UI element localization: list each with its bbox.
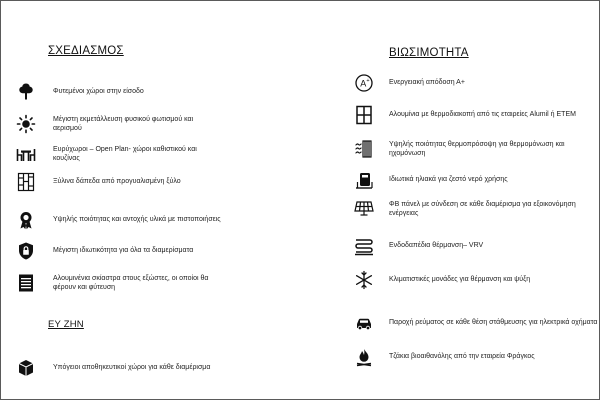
feature-row: [353, 198, 599, 220]
feature-row: [15, 143, 223, 165]
feature-row: [353, 104, 599, 126]
ev-car-icon: [353, 312, 375, 334]
feature-label: Ενδοδαπέδια θέρμανση– VRV: [389, 242, 484, 250]
window-icon: [353, 104, 375, 126]
feature-row: [15, 171, 223, 193]
living-heading: ΕΥ ΖΗΝ: [48, 319, 84, 330]
feature-label: Υψηλής ποιότητας και αντοχής υλικά με πιστοποιήσεις: [53, 216, 221, 224]
tree-icon: [15, 81, 37, 103]
feature-row: [15, 272, 223, 294]
feature-row: [353, 346, 599, 368]
feature-row: [15, 81, 223, 103]
feature-label: Ευρύχωροι – Open Plan- χώροι καθιστικού και κουζίνας: [53, 145, 197, 162]
feature-label: ΦΒ πάνελ με σύνδεση σε κάθε διαμέρισμα για εξοικονόμηση ενέργειας: [389, 200, 576, 217]
floor-heating-icon: [353, 235, 375, 257]
feature-row: [15, 240, 223, 262]
feature-label: Φυτεμένοι χώροι στην είσοδο: [53, 88, 144, 96]
energy-class-icon: [353, 72, 375, 94]
feature-label: Αλουμίνια με θερμοδιακοπή από τις εταιρείες Alumil ή ΕΤΕΜ: [389, 111, 576, 119]
feature-row: [15, 357, 223, 379]
svg-text:+: +: [366, 78, 370, 84]
svg-text:A: A: [360, 78, 367, 89]
insulation-icon: [353, 138, 375, 160]
feature-row: [353, 269, 599, 291]
feature-row: [353, 235, 599, 257]
feature-label: Ενεργειακή απόδοση Α+: [389, 79, 465, 87]
wood-floor-icon: [15, 171, 37, 193]
feature-row: [353, 312, 599, 334]
feature-label: Υπόγειοι αποθηκευτικοί χώροι για κάθε διαμέρισμα: [53, 364, 211, 372]
kitchen-table-icon: [15, 143, 37, 165]
storage-box-icon: [15, 357, 37, 379]
feature-label: Κλιματιστικές μονάδες για θέρμανση και ψύξη: [389, 276, 531, 284]
water-heater-icon: [353, 169, 375, 191]
design-heading: ΣΧΕΔΙΑΣΜΟΣ: [48, 45, 124, 57]
feature-row: [353, 169, 599, 191]
feature-row: [353, 138, 599, 160]
sustainability-heading: ΒΙΩΣΙΜΟΤΗΤΑ: [389, 47, 469, 59]
feature-label: Αλουμινένια σκίαστρα στους εξώστες, οι οποίοι θα φέρουν και φύτευση: [53, 274, 209, 291]
fireplace-icon: [353, 346, 375, 368]
feature-label: Μέγιστη ιδιωτικότητα για όλα τα διαμερίσματα: [53, 247, 194, 255]
solar-panel-icon: [353, 198, 375, 220]
feature-label: Τζάκια βιοαιθανόλης από την εταιρεία Φράγκος: [389, 353, 535, 361]
quality-ribbon-icon: [15, 209, 37, 231]
shutter-icon: [15, 272, 37, 294]
snowflake-sun-icon: [353, 269, 375, 291]
feature-row: [15, 209, 223, 231]
feature-label: Ιδιωτικά ηλιακά για ζεστό νερό χρήσης: [389, 176, 508, 184]
feature-row: [15, 113, 223, 135]
sun-icon: [15, 113, 37, 135]
feature-label: Παροχή ρεύματος σε κάθε θέση στάθμευσης για ηλεκτρικά οχήματα: [389, 319, 598, 327]
feature-label: Μέγιστη εκμετάλλευση φυσικού φωτισμού και αερισμού: [53, 115, 194, 132]
feature-label: Ξύλινα δάπεδα από προγυαλισμένη ξύλο: [53, 178, 181, 186]
privacy-shield-icon: [15, 240, 37, 262]
feature-label: Υψηλής ποιότητας θερμοπρόσοψη για θερμομόνωση και ηχομόνωση: [389, 140, 565, 157]
feature-row: [353, 72, 599, 94]
